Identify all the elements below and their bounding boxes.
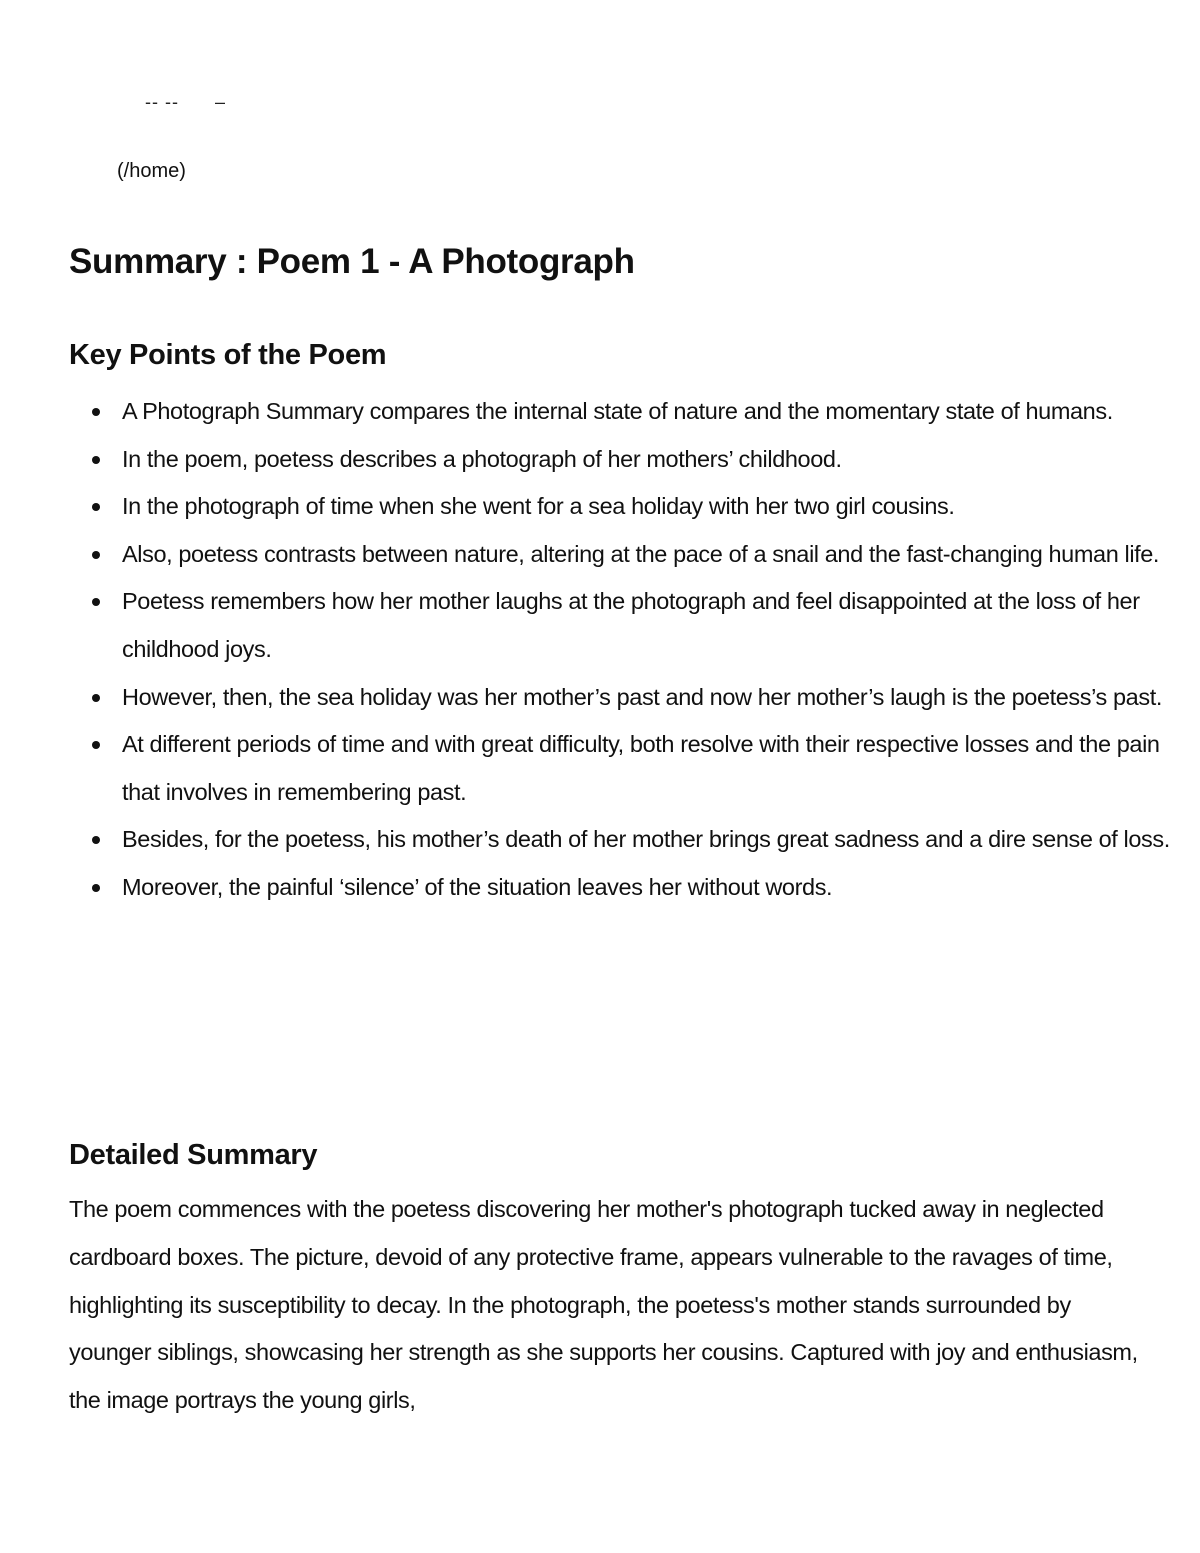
key-point-item: Poetess remembers how her mother laughs at the photograph and feel disappointed at the loss of her childhood joys. [122,578,1197,673]
header-dashes: -- -- – [145,92,226,112]
key-point-item: At different periods of time and with great difficulty, both resolve with their respective losses and the pain that involves in remembering past. [122,721,1197,816]
detailed-summary-text: The poem commences with the poetess discovering her mother's photograph tucked away in neglected cardboard boxes. The picture, devoid of any protective frame, appears vulnerable to the ravages of time, highlighting its susceptibility to decay. In the photograph, the poetess's mother stands surrounded by younger siblings, showcasing her strength as she supports her cousins. Captured with joy and enthusiasm, the image portrays the young girls, [69,1196,1138,1414]
key-point-item: Also, poetess contrasts between nature, altering at the pace of a snail and the fast-changing human life. [122,531,1197,579]
key-point-item: In the poem, poetess describes a photograph of her mothers’ childhood. [122,436,1197,484]
key-points-heading: Key Points of the Poem [69,339,387,371]
key-points-list [69,388,1197,912]
home-link[interactable]: (/home) [117,160,186,182]
key-point-item: A Photograph Summary compares the internal state of nature and the momentary state of humans. [122,388,1197,436]
key-point-item: However, then, the sea holiday was her mother’s past and now her mother’s laugh is the poetess’s past. [122,674,1197,722]
page-title: Summary : Poem 1 - A Photograph [69,242,635,281]
key-point-item: Moreover, the painful ‘silence’ of the situation leaves her without words. [122,864,1197,912]
key-point-item: In the photograph of time when she went for a sea holiday with her two girl cousins. [122,483,1197,531]
detailed-summary-heading: Detailed Summary [69,1139,318,1171]
key-point-item: Besides, for the poetess, his mother’s death of her mother brings great sadness and a dire sense of loss. [122,816,1197,864]
